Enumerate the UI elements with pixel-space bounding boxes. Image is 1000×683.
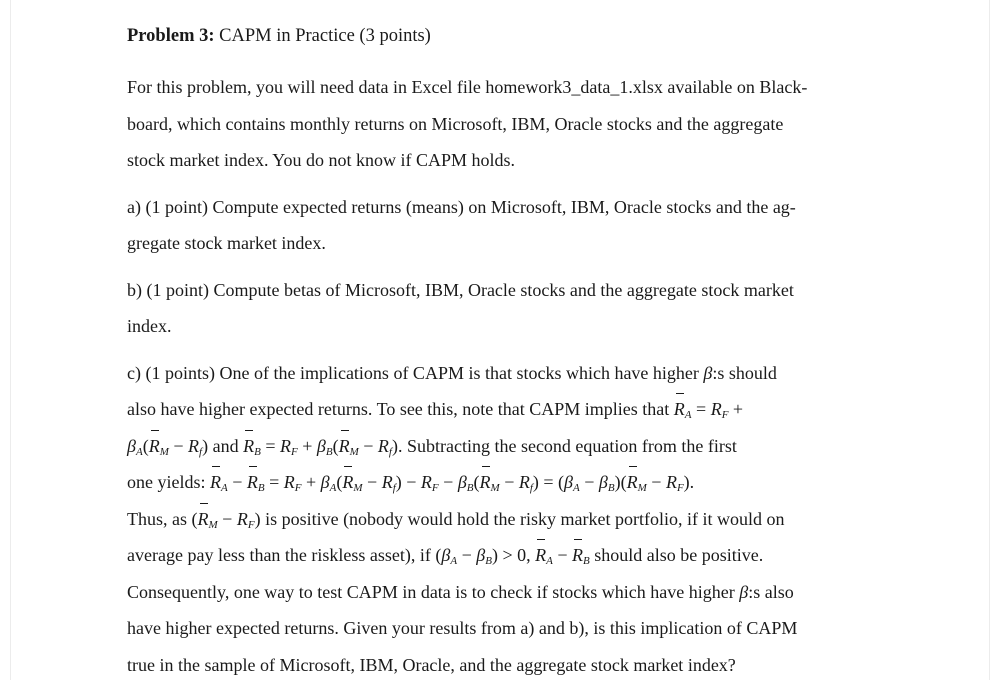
part-c-line-9: true in the sample of Microsoft, IBM, Oracle, and the aggregate stock market index?	[127, 647, 870, 683]
intro-line: For this problem, you will need data in Excel file homework3_data_1.xlsx available on Black-	[127, 69, 870, 106]
page-edge-right	[989, 0, 990, 680]
part-c-line-2: also have higher expected returns. To see this, note that CAPM implies that $R_A = R_F$ +	[127, 391, 870, 428]
part-c-line-1: c) (1 points) One of the implications of CAPM is that stocks which have higher β:s should	[127, 355, 870, 392]
part-a-line: gregate stock market index.	[127, 225, 870, 262]
part-c-line-7: Consequently, one way to test CAPM in data is to check if stocks which have higher β:s also	[127, 574, 870, 611]
part-c-line-6: average pay less than the riskless asset), if $(\beta_A - \beta_B) > 0$, $R_A - R_B$ should also be positive.	[127, 537, 870, 574]
intro-line: stock market index. You do not know if CAPM holds.	[127, 142, 870, 179]
problem-label: Problem 3:	[127, 26, 215, 46]
part-b-line: b) (1 point) Compute betas of Microsoft, IBM, Oracle stocks and the aggregate stock market	[127, 272, 870, 309]
part-b-paragraph	[127, 272, 870, 345]
part-c-paragraph	[127, 355, 870, 683]
problem-heading	[127, 22, 870, 50]
part-c-line-3: $\beta_A(R_M - R_f)$ and $R_B = R_F + \beta_B(R_M - R_f)$. Subtracting the second equation from the first	[127, 428, 870, 465]
problem-title: CAPM in Practice (3 points)	[219, 26, 431, 46]
intro-line: board, which contains monthly returns on Microsoft, IBM, Oracle stocks and the aggregate	[127, 106, 870, 143]
intro-paragraph	[127, 69, 870, 179]
part-a-paragraph	[127, 189, 870, 262]
part-a-line: a) (1 point) Compute expected returns (means) on Microsoft, IBM, Oracle stocks and the ag-	[127, 189, 870, 226]
part-c-line-8: have higher expected returns. Given your results from a) and b), is this implication of CAPM	[127, 610, 870, 647]
page-edge-left	[10, 0, 11, 680]
part-c-line-4: one yields: $R_A - R_B = R_F + \beta_A(R_M - R_f) - R_F - \beta_B(R_M - R_f) = (\beta_A - \beta_B)(R_M - R_F)$.	[127, 464, 870, 501]
part-b-line: index.	[127, 308, 870, 345]
part-c-line-5: Thus, as $(R_M - R_F)$ is positive (nobody would hold the risky market portfolio, if it would on	[127, 501, 870, 538]
